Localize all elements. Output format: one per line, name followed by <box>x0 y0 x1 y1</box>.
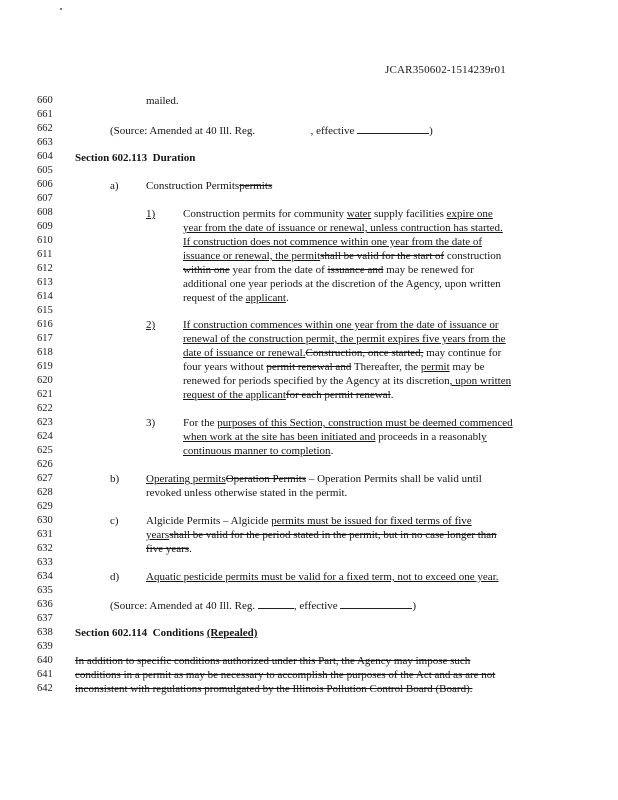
line-number: 628 <box>37 487 53 498</box>
line-number: 627 <box>37 473 53 484</box>
plain-text: – Operation Permits shall be valid until <box>306 473 482 485</box>
deleted-text: Operation Permits <box>225 473 307 485</box>
line-number: 605 <box>37 165 53 176</box>
line-number: 632 <box>37 543 53 554</box>
text-line <box>183 389 393 402</box>
line-number: 624 <box>37 431 53 442</box>
text-line <box>146 529 497 542</box>
text-line <box>183 417 513 430</box>
line-number: 626 <box>37 459 53 470</box>
line-number: 661 <box>37 109 53 120</box>
section-114-heading <box>75 627 257 640</box>
plain-text: revoked unless otherwise stated in the permit. <box>146 487 348 499</box>
line-number: 636 <box>37 599 53 610</box>
text-line <box>146 515 472 528</box>
text-line <box>183 361 484 374</box>
line-number: 617 <box>37 333 53 344</box>
text-line <box>183 319 499 332</box>
line-number: 616 <box>37 319 53 330</box>
text-line <box>183 236 482 249</box>
inserted-text: issuance or renewal, the permit <box>183 250 321 262</box>
item-d-label: d) <box>110 571 120 583</box>
deleted-text: conditions in a permit as may be necessary to accomplish the purposes of the Act and as are not <box>75 669 496 681</box>
plain-text: Thereafter, the <box>351 361 421 373</box>
mailed-text: mailed. <box>146 95 179 107</box>
line-number: 662 <box>37 123 53 134</box>
line-number: 638 <box>37 627 53 638</box>
source-note-2 <box>110 599 416 613</box>
text-line <box>183 208 493 221</box>
text-line <box>146 571 499 584</box>
deleted-text: within one <box>183 264 230 276</box>
inserted-text: If construction does not commence within one year from the date of <box>183 236 483 248</box>
line-number: 640 <box>37 655 53 666</box>
item-a-text <box>146 180 272 193</box>
inserted-text: expire one <box>446 208 493 220</box>
plain-text: additional one year periods at the discretion of the Agency, upon written <box>183 278 501 290</box>
text-line <box>146 487 347 500</box>
plain-text: may be renewed for <box>383 264 474 276</box>
text-line <box>183 278 501 291</box>
plain-text: renewed for periods specified by the Agency at its discretion <box>183 375 450 387</box>
line-number: 629 <box>37 501 53 512</box>
plain-text: . <box>285 292 289 304</box>
source-text: (Source: Amended at 40 Ill. Reg. <box>110 125 256 137</box>
plain-text: . <box>390 389 394 401</box>
line-number: 615 <box>37 305 53 316</box>
text-line <box>75 655 470 668</box>
plain-text: year from the date of <box>229 264 328 276</box>
effective-label: , effective <box>293 600 338 612</box>
text-line <box>146 473 482 486</box>
line-number: 622 <box>37 403 53 414</box>
text-line <box>183 375 511 388</box>
line-number: 611 <box>37 249 53 260</box>
deleted-text: five years <box>146 543 190 555</box>
inserted-text: years <box>146 529 170 541</box>
repealed-marker: (Repealed) <box>206 627 258 639</box>
inserted-text: request of the applicant <box>183 389 286 401</box>
line-number: 635 <box>37 585 53 596</box>
line-number: 619 <box>37 361 53 372</box>
effective-label: , effective <box>310 125 355 137</box>
section-number: Section 602.114 <box>75 627 148 639</box>
line-number: 608 <box>37 207 53 218</box>
sub1-label: 1) <box>146 208 156 220</box>
close-paren: ) <box>429 125 433 137</box>
text-line <box>183 431 487 444</box>
item-c-label: c) <box>110 515 119 527</box>
line-number: 606 <box>37 179 53 190</box>
line-number: 614 <box>37 291 53 302</box>
inserted-text: , upon written <box>449 375 512 387</box>
inserted-text: continuous manner to completion <box>183 445 331 457</box>
inserted-text: water <box>346 208 372 220</box>
deleted-text: shall be valid for the start of <box>320 250 445 262</box>
scan-speck <box>60 8 62 10</box>
inserted-text: If construction commences within one year from the date of issuance or <box>183 319 499 331</box>
line-number: 623 <box>37 417 53 428</box>
line-number: 633 <box>37 557 53 568</box>
line-number: 660 <box>37 95 53 106</box>
reg-blank <box>258 125 308 134</box>
inserted-text: Aquatic pesticide permits must be valid for a fixed term, not to exceed one year. <box>146 571 499 583</box>
plain-text: four years without <box>183 361 267 373</box>
line-number: 612 <box>37 263 53 274</box>
line-number: 609 <box>37 221 53 232</box>
line-number: 634 <box>37 571 53 582</box>
deleted-text: In addition to specific conditions authorized under this Part, the Agency may impose such <box>75 655 471 667</box>
effective-blank <box>357 124 429 134</box>
plain-text: may continue for <box>423 347 502 359</box>
plain-text: For the <box>183 417 218 429</box>
deleted-text: permit renewal and <box>266 361 352 373</box>
item-a-strike: permits <box>239 180 273 192</box>
inserted-text: applicant <box>245 292 286 304</box>
line-number: 637 <box>37 613 53 624</box>
plain-text: supply facilities <box>371 208 447 220</box>
deleted-text: issuance and <box>327 264 384 276</box>
inserted-text: Operating permits <box>146 473 226 485</box>
item-a-title: Construction Permits <box>146 180 240 192</box>
plain-text: construction <box>444 250 502 262</box>
sub2-label: 2) <box>146 319 156 331</box>
plain-text: request of the <box>183 292 246 304</box>
sub3-label: 3) <box>146 417 156 429</box>
plain-text: . <box>330 445 334 457</box>
deleted-text: inconsistent with regulations promulgated by the Illinois Pollution Control Board (Board). <box>75 683 473 695</box>
close-paren: ) <box>412 600 417 612</box>
section-title: Conditions <box>152 627 204 639</box>
line-number: 642 <box>37 683 53 694</box>
inserted-text: purposes of this Section, construction must be deemed commenced <box>217 417 513 429</box>
effective-blank <box>340 599 412 609</box>
plain-text: proceeds in a reasonabl <box>375 431 482 443</box>
text-line <box>75 683 472 696</box>
line-number: 607 <box>37 193 53 204</box>
text-line <box>146 543 192 556</box>
inserted-text: date of issuance or renewal. <box>183 347 306 359</box>
document-id: JCAR350602-1514239r01 <box>385 64 506 76</box>
inserted-text: y <box>481 431 487 443</box>
plain-text: Construction permits for community <box>183 208 347 220</box>
item-a-label: a) <box>110 180 119 192</box>
source-note-1 <box>110 124 433 138</box>
item-b-label: b) <box>110 473 120 485</box>
inserted-text: renewal of the construction permit, the permit expires five years from the <box>183 333 506 345</box>
text-line <box>183 250 501 263</box>
line-number: 618 <box>37 347 53 358</box>
line-number: 625 <box>37 445 53 456</box>
plain-text: . <box>189 543 192 555</box>
plain-text: may be <box>449 361 485 373</box>
inserted-text: permit <box>420 361 450 373</box>
text-line <box>75 669 495 682</box>
line-number: 610 <box>37 235 53 246</box>
deleted-text: for each permit renewal <box>285 389 391 401</box>
section-title: Duration <box>152 152 196 164</box>
inserted-text: when work at the site has been initiated and <box>183 431 376 443</box>
line-number: 613 <box>37 277 53 288</box>
text-line <box>183 347 501 360</box>
line-number: 639 <box>37 641 53 652</box>
line-number: 630 <box>37 515 53 526</box>
line-number: 620 <box>37 375 53 386</box>
text-line <box>183 445 333 458</box>
line-number: 641 <box>37 669 53 680</box>
deleted-text: shall be valid for the period stated in the permit, but in no case longer than <box>169 529 497 541</box>
text-line <box>183 333 506 346</box>
inserted-text: permits must be issued for fixed terms of five <box>271 515 472 527</box>
line-number: 604 <box>37 151 53 162</box>
text-line <box>183 222 503 235</box>
reg-blank <box>258 599 294 609</box>
source-text: (Source: Amended at 40 Ill. Reg. <box>110 600 256 612</box>
inserted-text: year from the date of issuance or renewal, unless contruction has started. <box>183 222 503 234</box>
section-number: Section 602.113 <box>75 152 148 164</box>
line-number: 663 <box>37 137 53 148</box>
deleted-text: Construction, once started, <box>305 347 424 359</box>
plain-text: Algicide Permits – Algicide <box>146 515 272 527</box>
line-number: 631 <box>37 529 53 540</box>
text-line <box>183 292 289 305</box>
text-line <box>183 264 474 277</box>
section-113-heading <box>75 152 195 165</box>
line-number: 621 <box>37 389 53 400</box>
